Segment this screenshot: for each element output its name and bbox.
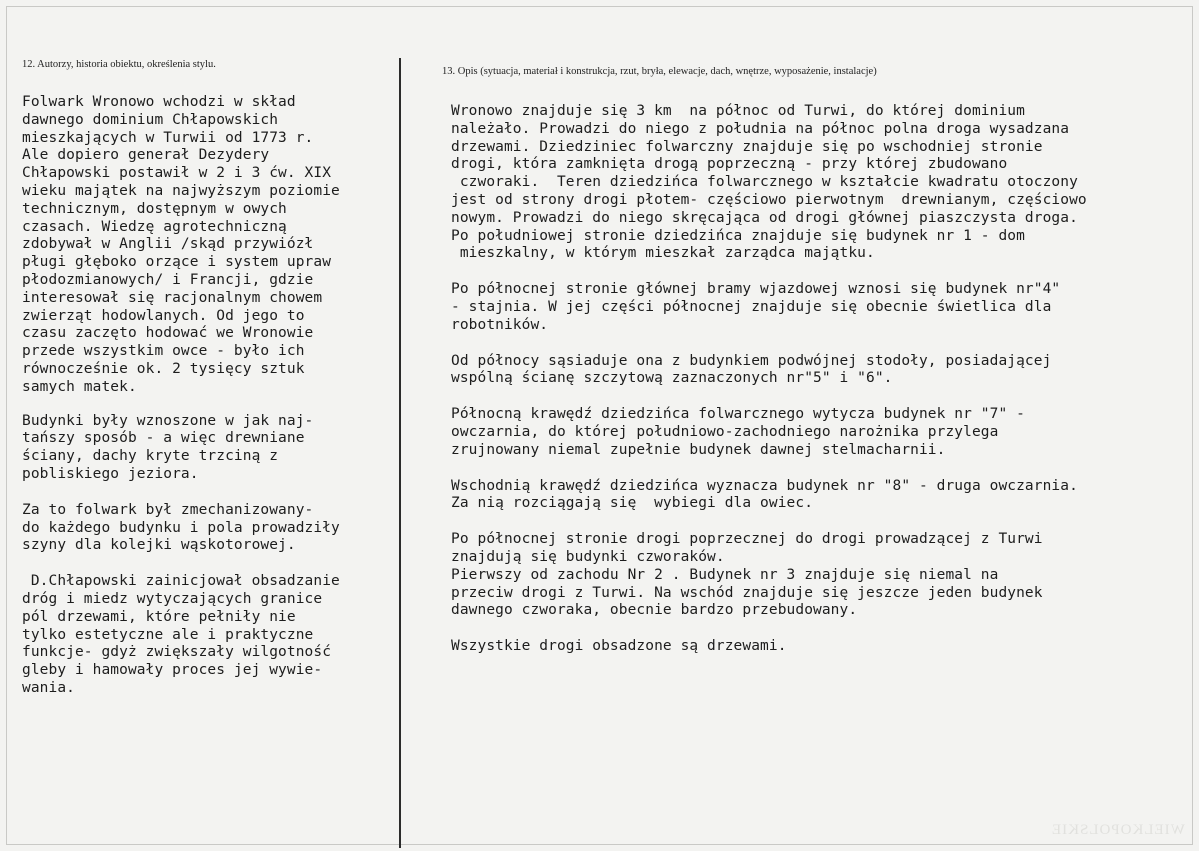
history-paragraph: Za to folwark był zmechanizowany- do każdego budynku i pola prowadziły szyny dla kolejki wąskotorowej.	[22, 501, 340, 554]
history-paragraph: Budynki były wznoszone w jak naj- tańszy sposób - a więc drewniane ściany, dachy kryte trzciną z pobliskiego jeziora.	[22, 412, 314, 482]
description-paragraph: Po północnej stronie drogi poprzecznej do drogi prowadzącej z Turwi znajdują się budynki czworaków. Pierwszy od zachodu Nr 2 . Budynek nr 3 znajduje się niemal na przeciw drogi z Turwi. Na wschód znajduje się jeszcze jeden budynek dawnego czworaka, obecnie bardzo przebudowany.	[451, 531, 1043, 619]
description-paragraph: Północną krawędź dziedzińca folwarcznego wytycza budynek nr "7" - owczarnia, do której południowo-zachodniego narożnika przylega zrujnowany niemal zupełnie budynek dawnej stelmacharnii.	[451, 406, 1025, 458]
history-paragraph: D.Chłapowski zainicjował obsadzanie dróg i miedz wytyczających granice pól drzewami, które pełniły nie tylko estetyczne ale i praktyczne funkcje- gdyż zwiększały wilgotność gleby i hamowały proces jej wywie- wania.	[22, 573, 340, 696]
description-column	[451, 103, 1191, 656]
description-paragraph: Wschodnią krawędź dziedzińca wyznacza budynek nr "8" - druga owczarnia. Za nią rozciągają się wybiegi dla owiec.	[451, 477, 1078, 512]
bleed-through-watermark: WIELKOPOLSKIE	[1051, 822, 1185, 838]
history-column	[22, 94, 392, 698]
description-paragraph: Po północnej stronie głównej bramy wjazdowej wznosi się budynek nr"4" - stajnia. W jej części północnej znajduje się obecnie świetlica dla robotników.	[451, 281, 1061, 333]
description-paragraph: Wronowo znajduje się 3 km na północ od Turwi, do której dominium należało. Prowadzi do niego z południa na północ polna droga wysadzana drzewami. Dziedziniec folwarczny znajduje się po wschodniej stronie drogi, która zamknięta drogą poprzeczną - przy której zbudowano czworaki. Teren dziedzińca folwarcznego w kształcie kwadratu otoczony jest od strony drogi płotem- częściowo pierwotnym drewnianym, częściowo nowym. Prowadzi do niego skręcająca od drogi głównej piaszczysta droga. Po południowej stronie dziedzińca znajduje się budynek nr 1 - dom mieszkalny, w którym mieszkał zarządca majątku.	[451, 103, 1087, 262]
section-13-header: 13. Opis (sytuacja, materiał i konstrukcja, rzut, bryła, elewacje, dach, wnętrze, wyposażenie, instalacje)	[442, 66, 877, 77]
description-paragraph: Od północy sąsiaduje ona z budynkiem podwójnej stodoły, posiadającej wspólną ścianę szczytową zaznaczonych nr"5" i "6".	[451, 352, 1052, 387]
description-paragraph: Wszystkie drogi obsadzone są drzewami.	[451, 638, 787, 655]
column-divider	[399, 58, 401, 848]
history-paragraph: Folwark Wronowo wchodzi w skład dawnego dominium Chłapowskich mieszkających w Turwii od 1773 r. Ale dopiero generał Dezydery Chłapowski postawił w 2 i 3 ćw. XIX wieku majątek na najwyższym poziomie technicznym, dostępnym w owych czasach. Wiedzę agrotechniczną zdobywał w Anglii /skąd przywiózł pługi głęboko orzące i system upraw płodozmianowych/ i Francji, gdzie interesował się racjonalnym chowem zwierząt hodowlanych. Od jego to czasu zaczęto hodować we Wronowie przede wszystkim owce - było ich równocześnie ok. 2 tysięcy sztuk samych matek.	[22, 94, 340, 395]
section-12-header: 12. Autorzy, historia obiektu, określenia stylu.	[22, 59, 216, 70]
